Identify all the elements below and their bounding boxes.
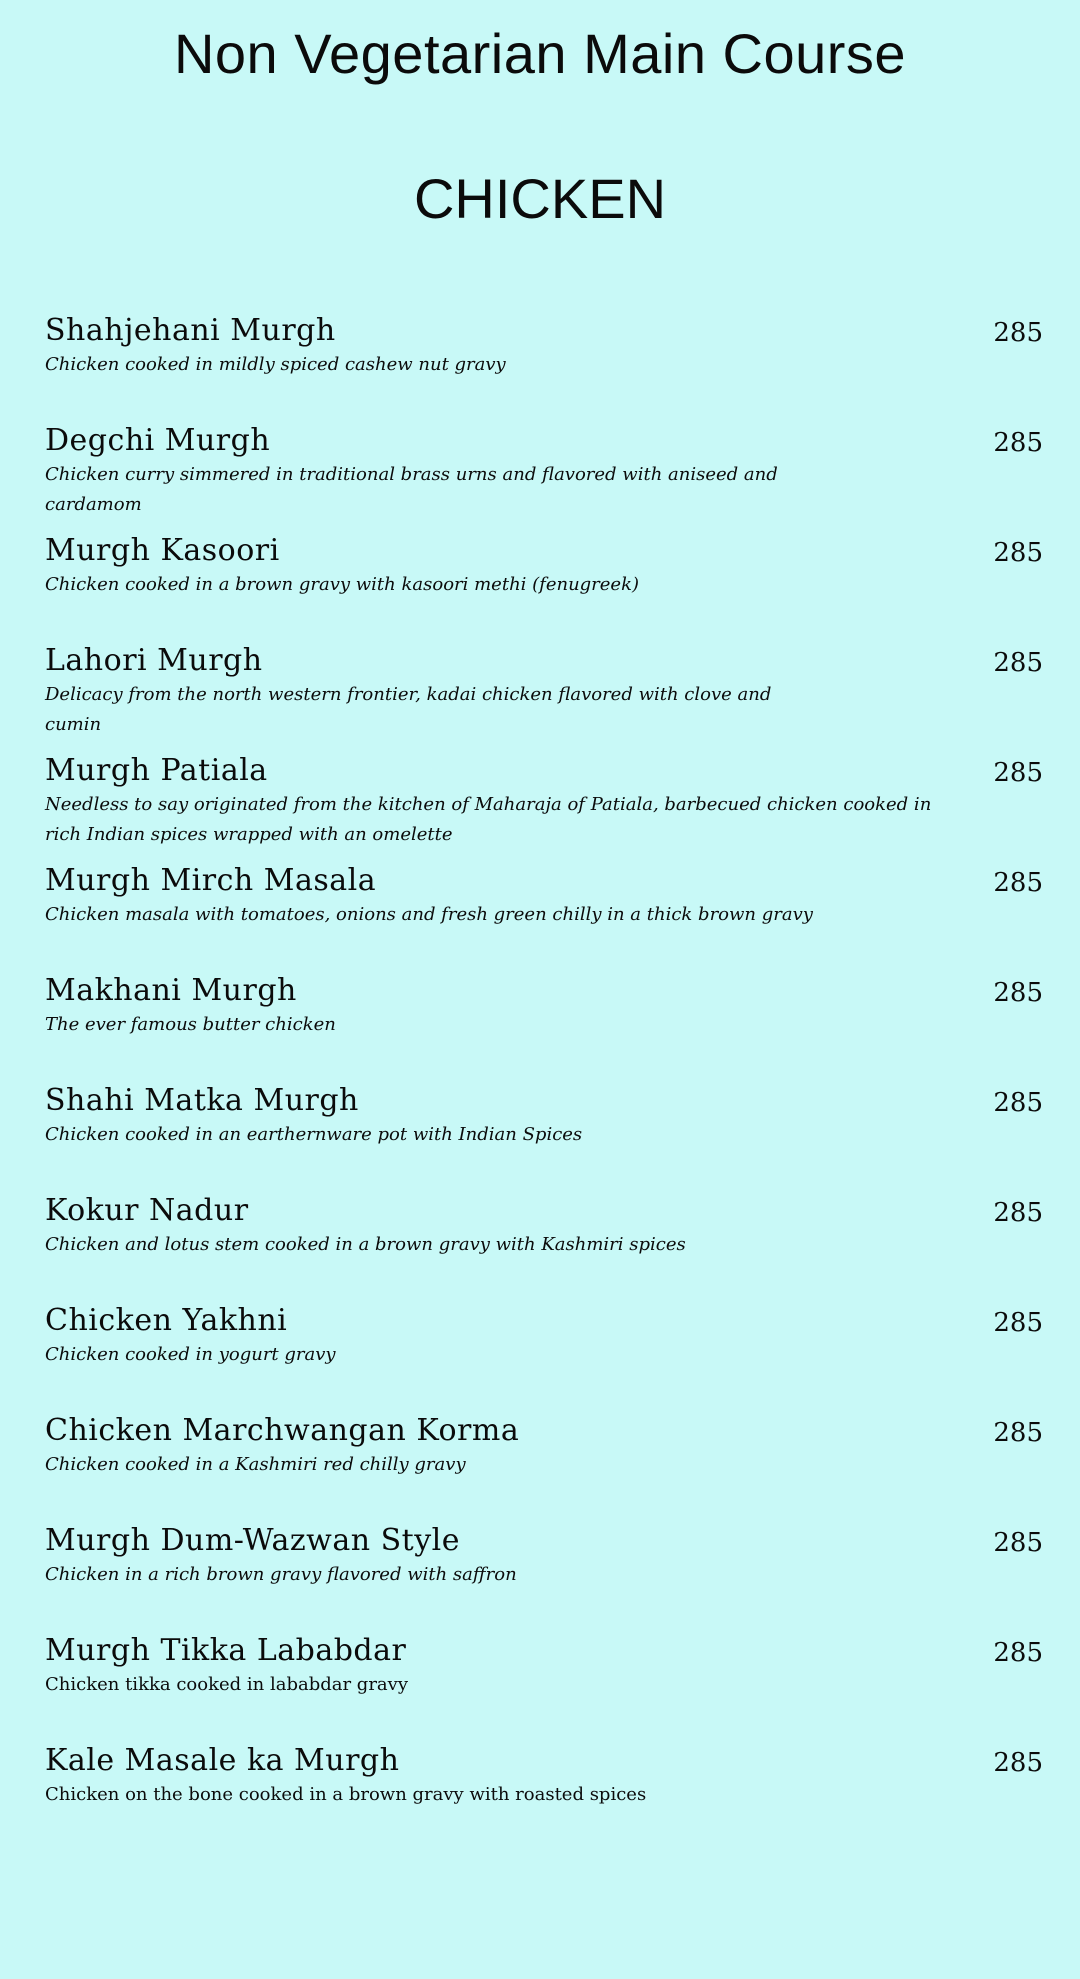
item-name: Murgh Patiala xyxy=(45,753,268,788)
item-description: Delicacy from the north western frontier, kadai chicken flavored with clove and cumin xyxy=(45,684,772,735)
page-title: Non Vegetarian Main Course xyxy=(173,22,907,85)
item-description: Chicken cooked in a brown gravy with kasoori methi (fenugreek) xyxy=(45,574,640,595)
item-name: Shahi Matka Murgh xyxy=(45,1083,359,1118)
item-description: Chicken cooked in a Kashmiri red chilly gravy xyxy=(45,1454,466,1475)
item-price: 285 xyxy=(993,1638,1043,1668)
item-name: Makhani Murgh xyxy=(45,973,297,1008)
item-description: Chicken cooked in an earthernware pot with Indian Spices xyxy=(45,1124,583,1145)
item-name: Shahjehani Murgh xyxy=(45,313,336,348)
item-name: Chicken Marchwangan Korma xyxy=(45,1413,520,1448)
item-description: Needless to say originated from the kitchen of Maharaja of Patiala, barbecued chicken cooked in rich Indian spices wrapped with an omelette xyxy=(45,794,932,845)
item-price: 285 xyxy=(993,428,1043,458)
item-price: 285 xyxy=(993,1418,1043,1448)
item-price: 285 xyxy=(993,1198,1043,1228)
menu-item xyxy=(45,752,1043,862)
item-price: 285 xyxy=(993,978,1043,1008)
item-name: Murgh Dum-Wazwan Style xyxy=(45,1523,461,1558)
menu-item xyxy=(45,862,1043,972)
item-description: Chicken cooked in mildly spiced cashew nut gravy xyxy=(45,354,506,375)
menu-list xyxy=(45,312,1043,1852)
menu-item xyxy=(45,642,1043,752)
menu-item xyxy=(45,1522,1043,1632)
item-description: Chicken cooked in yogurt gravy xyxy=(45,1344,336,1365)
item-description: Chicken on the bone cooked in a brown gravy with roasted spices xyxy=(45,1784,647,1805)
item-price: 285 xyxy=(993,538,1043,568)
menu-item xyxy=(45,1412,1043,1522)
item-name: Lahori Murgh xyxy=(45,643,263,678)
menu-item xyxy=(45,1632,1043,1742)
menu-item xyxy=(45,1302,1043,1412)
item-description: Chicken tikka cooked in lababdar gravy xyxy=(45,1674,409,1695)
item-name: Kale Masale ka Murgh xyxy=(45,1743,400,1778)
item-price: 285 xyxy=(993,758,1043,788)
menu-item xyxy=(45,532,1043,642)
item-name: Murgh Tikka Lababdar xyxy=(45,1633,407,1668)
menu-item xyxy=(45,1742,1043,1852)
item-description: The ever famous butter chicken xyxy=(45,1014,336,1035)
item-description: Chicken in a rich brown gravy flavored with saffron xyxy=(45,1564,517,1585)
menu-item xyxy=(45,1192,1043,1302)
item-description: Chicken curry simmered in traditional brass urns and flavored with aniseed and cardamom xyxy=(45,464,778,515)
item-price: 285 xyxy=(993,318,1043,348)
item-name: Chicken Yakhni xyxy=(45,1303,288,1338)
item-name: Murgh Mirch Masala xyxy=(45,863,377,898)
item-price: 285 xyxy=(993,868,1043,898)
item-price: 285 xyxy=(993,1528,1043,1558)
item-description: Chicken and lotus stem cooked in a brown gravy with Kashmiri spices xyxy=(45,1234,686,1255)
menu-item xyxy=(45,972,1043,1082)
item-price: 285 xyxy=(993,1748,1043,1778)
menu-item xyxy=(45,422,1043,532)
item-name: Murgh Kasoori xyxy=(45,533,280,568)
menu-item xyxy=(45,1082,1043,1192)
item-description: Chicken masala with tomatoes, onions and fresh green chilly in a thick brown gravy xyxy=(45,904,813,925)
section-title: CHICKEN xyxy=(413,167,667,230)
item-name: Degchi Murgh xyxy=(45,423,271,458)
item-price: 285 xyxy=(993,1308,1043,1338)
item-price: 285 xyxy=(993,1088,1043,1118)
menu-item xyxy=(45,312,1043,422)
item-price: 285 xyxy=(993,648,1043,678)
item-name: Kokur Nadur xyxy=(45,1193,249,1228)
